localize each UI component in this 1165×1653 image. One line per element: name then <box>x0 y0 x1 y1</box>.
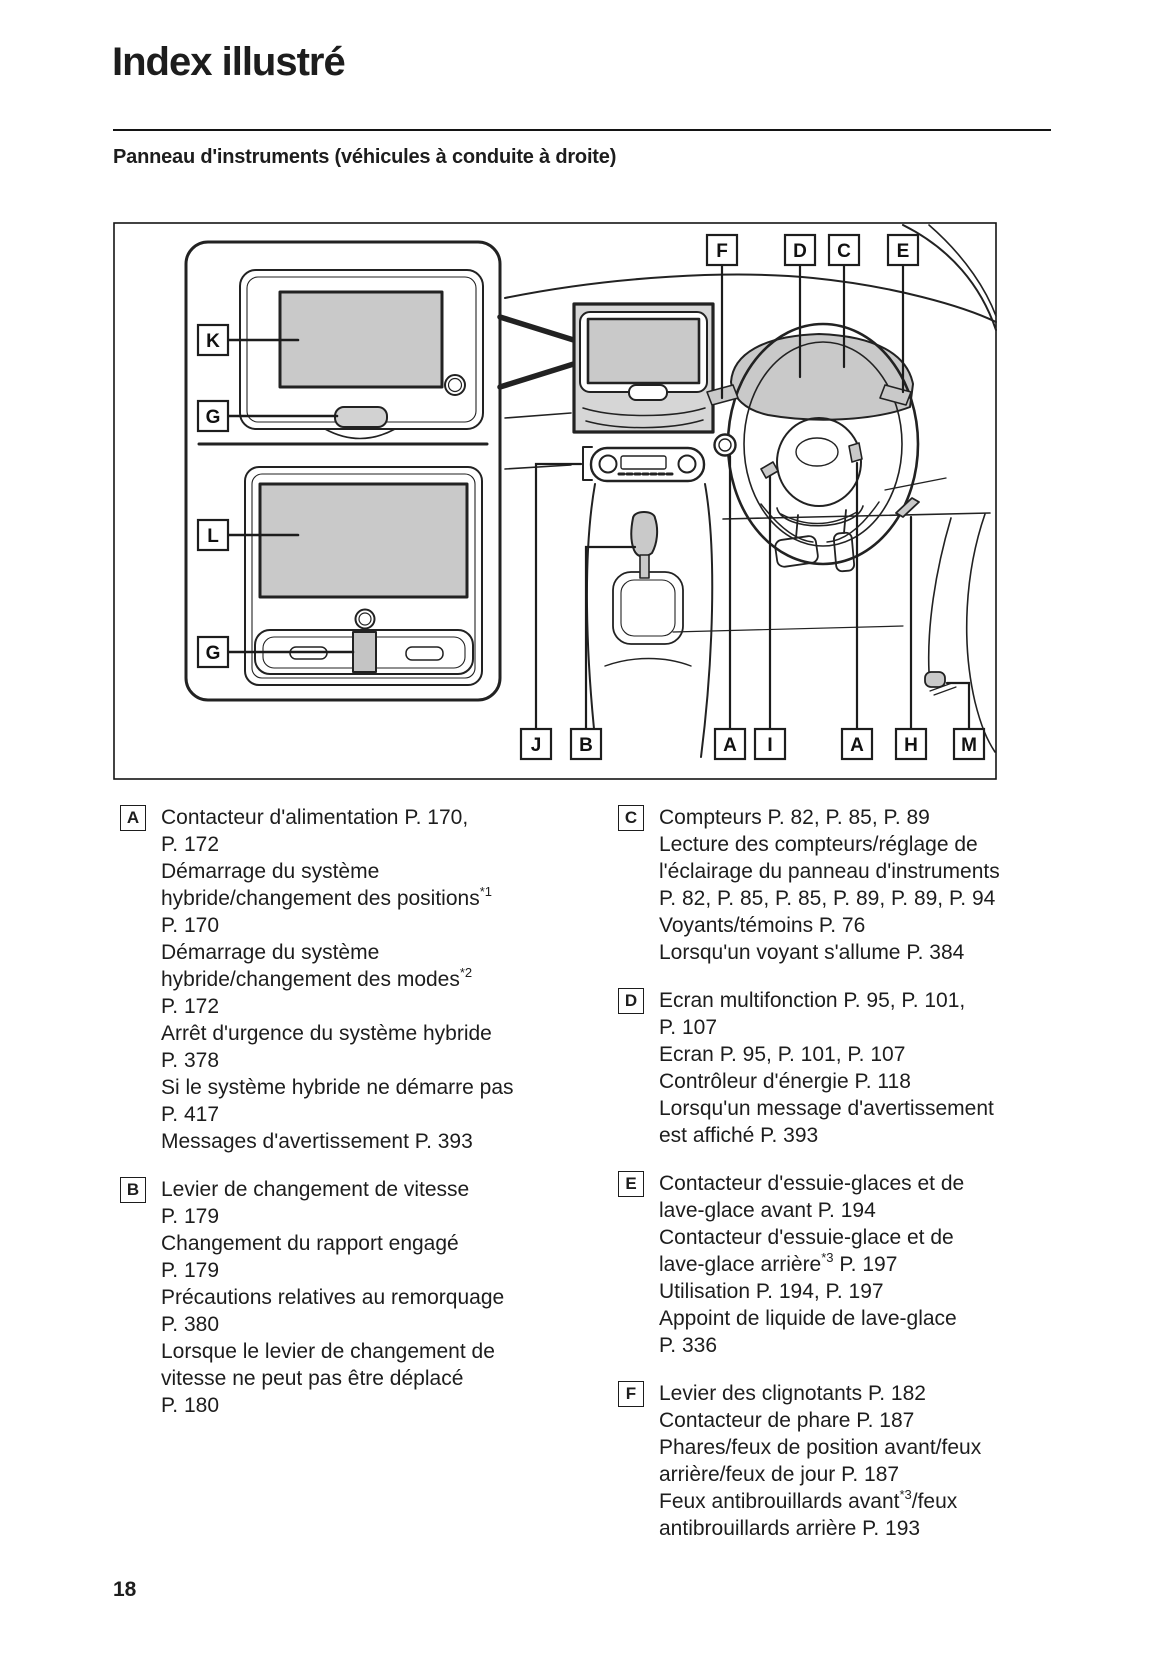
entry-line: P. 170 <box>161 914 220 937</box>
index-entry-B <box>120 1176 606 1419</box>
entry-line: Phares/feux de position avant/feux <box>659 1436 982 1459</box>
upper-g-button <box>335 407 387 427</box>
entry-line: hybride/changement des positions$^{*1}$ <box>161 884 492 910</box>
entry-line: Lorsqu'un voyant s'allume P. 384 <box>659 941 965 964</box>
hook <box>925 672 945 687</box>
console-right-edge <box>701 484 712 757</box>
superscript-ref: *3 <box>821 1250 834 1265</box>
entry-line: P. 180 <box>161 1394 220 1417</box>
entry-line: lave-glace arrière$^{*3}$ P. 197 <box>659 1250 898 1276</box>
lower-display-screen <box>260 484 467 597</box>
entry-line: Feux antibrouillards avant$^{*3}$/feux <box>659 1487 958 1513</box>
section-heading: Panneau d'instruments (véhicules à conduite à droite) <box>113 146 617 168</box>
callout-letter: B <box>579 735 593 756</box>
entry-line: Changement du rapport engagé <box>161 1232 459 1255</box>
dashboard-line-art <box>113 222 997 780</box>
entry-line: Ecran multifonction P. 95, P. 101, <box>659 989 966 1012</box>
column-switch <box>849 443 862 462</box>
index-entry-F <box>618 1380 1058 1542</box>
console-left-edge <box>587 484 597 757</box>
entry-lines <box>659 1380 981 1542</box>
superscript-ref: *3 <box>899 1487 912 1502</box>
entry-letter-F: F <box>618 1381 644 1407</box>
callout-letter: F <box>716 241 728 262</box>
index-column-right <box>618 804 1058 1563</box>
entry-lines <box>161 804 514 1155</box>
entry-line: P. 336 <box>659 1334 718 1357</box>
entry-line: Contacteur d'essuie-glace et de <box>659 1226 954 1249</box>
entry-lines <box>161 1176 504 1419</box>
entry-line: Ecran P. 95, P. 101, P. 107 <box>659 1043 906 1066</box>
entry-line: P. 417 <box>161 1103 220 1126</box>
index-entry-A <box>120 804 606 1155</box>
entry-line: P. 82, P. 85, P. 85, P. 89, P. 89, P. 94 <box>659 887 996 910</box>
entry-line: Voyants/témoins P. 76 <box>659 914 866 937</box>
entry-line: Messages d'avertissement P. 393 <box>161 1130 473 1153</box>
entry-lines <box>659 987 994 1149</box>
page-number: 18 <box>113 1578 137 1601</box>
lower-g-button <box>353 632 376 672</box>
entry-line: Levier des clignotants P. 182 <box>659 1382 926 1405</box>
entry-letter-D: D <box>618 988 644 1014</box>
entry-line: Lecture des compteurs/réglage de <box>659 833 978 856</box>
callout-letter: J <box>530 735 542 756</box>
steering-hub <box>777 418 861 506</box>
index-entry-D <box>618 987 1058 1149</box>
entry-line: l'éclairage du panneau d'instruments <box>659 860 1000 883</box>
callout-letter: L <box>207 526 219 547</box>
callout-letter: D <box>793 241 807 262</box>
entry-line: P. 378 <box>161 1049 220 1072</box>
entry-line: P. 179 <box>161 1259 220 1282</box>
entry-line: Compteurs P. 82, P. 85, P. 89 <box>659 806 930 829</box>
page-title: Index illustré <box>112 40 345 84</box>
callout-letter: H <box>904 735 918 756</box>
superscript-ref: *2 <box>459 965 473 980</box>
index-entry-C <box>618 804 1058 966</box>
entry-line: Utilisation P. 194, P. 197 <box>659 1280 884 1303</box>
entry-lines <box>659 804 1000 966</box>
entry-line: Démarrage du système <box>161 860 380 883</box>
entry-line: antibrouillards arrière P. 193 <box>659 1517 921 1540</box>
callout-letter: M <box>961 735 977 756</box>
entry-line: lave-glace avant P. 194 <box>659 1199 876 1222</box>
entry-line: arrière/feux de jour P. 187 <box>659 1463 900 1486</box>
entry-line: Contacteur d'alimentation P. 170, <box>161 806 469 829</box>
callout-letter: E <box>896 241 910 262</box>
entry-line: Contrôleur d'énergie P. 118 <box>659 1070 911 1093</box>
entry-line: Lorsqu'un message d'avertissement <box>659 1097 994 1120</box>
entry-line: P. 172 <box>161 995 220 1018</box>
title-rule <box>113 129 1051 131</box>
entry-line: Précautions relatives au remorquage <box>161 1286 505 1309</box>
shift-lever-knob <box>631 512 657 557</box>
power-switch <box>715 435 736 456</box>
entry-line: Appoint de liquide de lave-glace <box>659 1307 957 1330</box>
entry-line: P. 380 <box>161 1313 220 1336</box>
entry-line: Arrêt d'urgence du système hybride <box>161 1022 492 1045</box>
callout-letter: I <box>767 735 773 756</box>
callout-letter: A <box>723 735 737 756</box>
audio-unit <box>591 448 704 481</box>
entry-line: P. 179 <box>161 1205 220 1228</box>
callout-letter: C <box>837 241 851 262</box>
entry-letter-C: C <box>618 805 644 831</box>
index-entry-E <box>618 1170 1058 1359</box>
index-column-left <box>120 804 606 1440</box>
entry-line: Contacteur de phare P. 187 <box>659 1409 915 1432</box>
accelerator-pedal <box>833 532 854 571</box>
entry-line: est affiché P. 393 <box>659 1124 819 1147</box>
callout-letter: K <box>206 331 220 352</box>
entry-letter-A: A <box>120 805 146 831</box>
entry-line: Démarrage du système <box>161 941 380 964</box>
instrument-panel-diagram <box>113 222 997 782</box>
entry-line: P. 107 <box>659 1016 718 1039</box>
entry-line: Contacteur d'essuie-glaces et de <box>659 1172 965 1195</box>
upper-display-screen <box>280 292 442 387</box>
entry-line: vitesse ne peut pas être déplacé <box>161 1367 464 1390</box>
entry-line: Lorsque le levier de changement de <box>161 1340 495 1363</box>
callout-letter: G <box>205 643 221 664</box>
entry-line: P. 172 <box>161 833 220 856</box>
callout-letter: A <box>850 735 864 756</box>
entry-line: Si le système hybride ne démarre pas <box>161 1076 514 1099</box>
superscript-ref: *1 <box>479 884 492 899</box>
instrument-cluster <box>731 334 913 420</box>
entry-line: hybride/changement des modes$^{*2}$ <box>161 965 473 991</box>
callout-letter: G <box>205 407 221 428</box>
entry-letter-B: B <box>120 1177 146 1203</box>
center-display-screen <box>588 319 699 383</box>
figure-frame <box>114 223 996 779</box>
entry-letter-E: E <box>618 1171 644 1197</box>
entry-lines <box>659 1170 964 1359</box>
entry-line: Levier de changement de vitesse <box>161 1178 470 1201</box>
